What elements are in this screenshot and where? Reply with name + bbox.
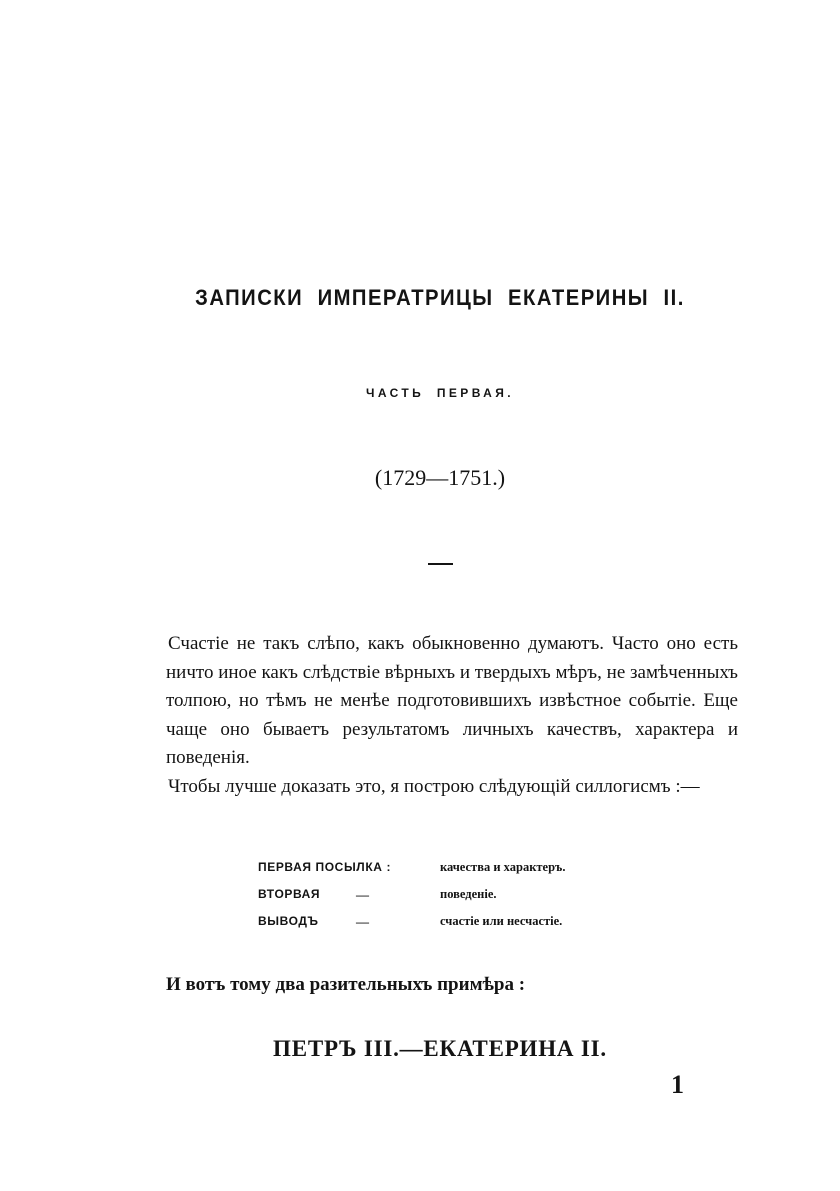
part-heading: ЧАСТЬ ПЕРВАЯ. — [366, 386, 514, 400]
syllogism-row — [258, 887, 638, 914]
document-title: ЗАПИСКИ ИМПЕРАТРИЦЫ ЕКАТЕРИНЫ II. — [195, 285, 685, 310]
syllogism-dash: — — [356, 887, 369, 902]
syllogism-label: ВЫВОДЪ — [258, 914, 319, 928]
syllogism-table — [258, 860, 638, 941]
paragraph-1: Счастіе не такъ слѣпо, какъ обыкновенно думаютъ. Часто оно есть ничто иное какъ слѣдствіе вѣрныхъ и твердыхъ мѣръ, не замѣченныхъ толпою, но тѣмъ не менѣе подготовившихъ извѣстное событіе. Еще чаще оно бываетъ результатомъ личныхъ качествъ, характера и поведенія. — [166, 633, 738, 769]
separator-dash — [428, 563, 453, 565]
syllogism-value: поведеніе. — [440, 887, 497, 901]
syllogism-value: счастіе или несчастіе. — [440, 914, 563, 928]
years-range: (1729—1751.) — [374, 465, 506, 490]
syllogism-value: качества и характеръ. — [440, 860, 566, 874]
syllogism-row — [258, 860, 638, 887]
syllogism-label: ПЕРВАЯ ПОСЫЛКА : — [258, 860, 392, 874]
syllogism-row — [258, 914, 638, 941]
syllogism-dash: — — [356, 914, 369, 929]
examples-line: И вотъ тому два разительныхъ примѣра : — [166, 974, 526, 995]
paragraph-2: Чтобы лучше доказать это, я построю слѣдующій силлогисмъ :— — [168, 775, 700, 797]
section-heading: ПЕТРЪ III.—ЕКАТЕРИНА II. — [273, 1036, 607, 1061]
syllogism-label: ВТОРВАЯ — [258, 887, 321, 901]
page-number: 1 — [671, 1070, 684, 1099]
body-text — [166, 630, 738, 802]
